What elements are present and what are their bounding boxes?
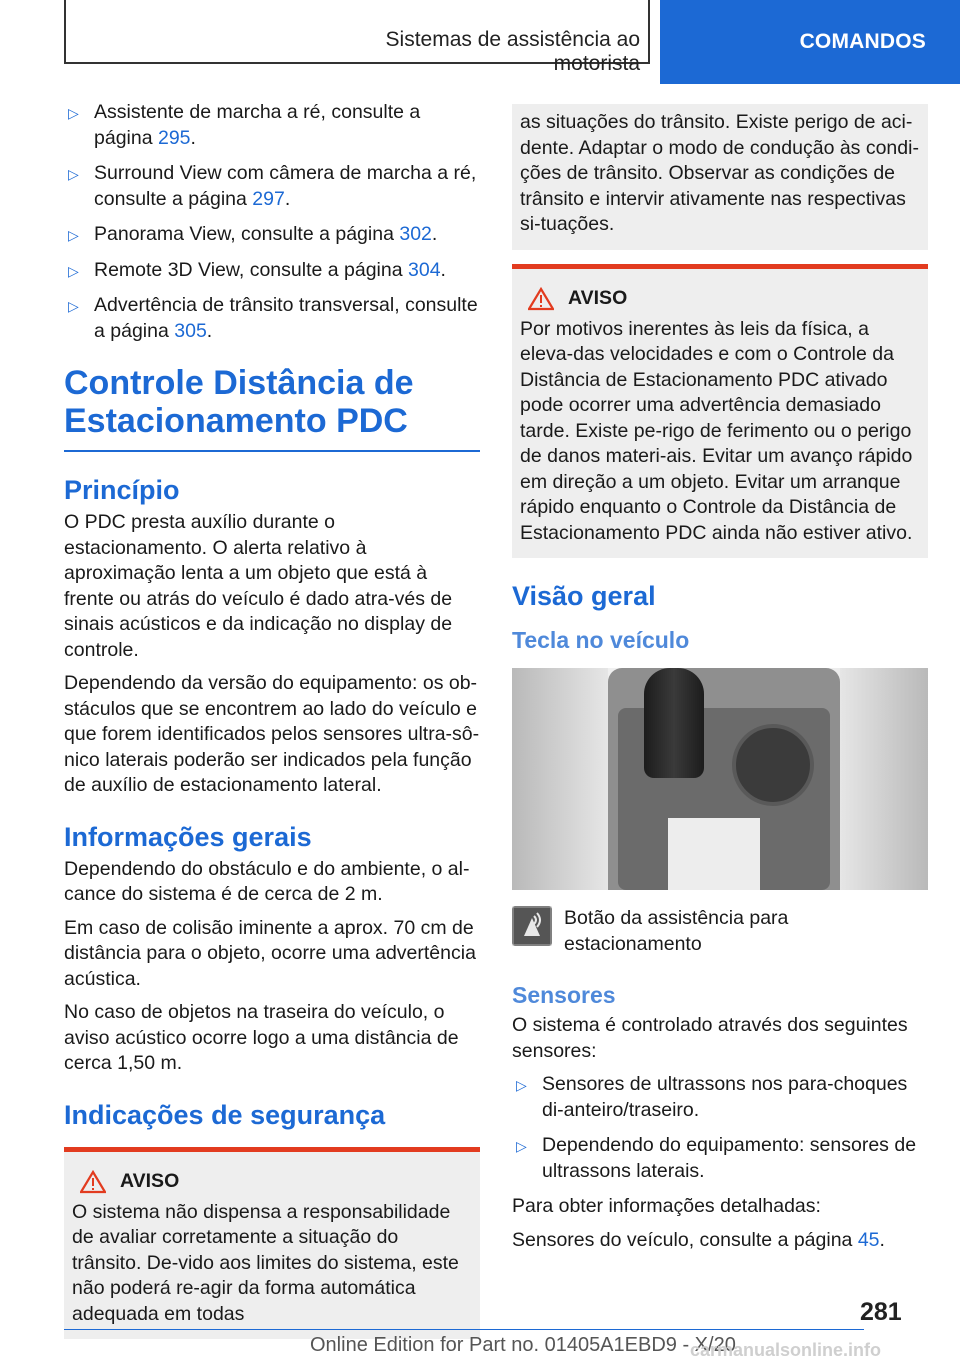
paragraph: Dependendo da versão do equipamento: os ob-stáculos que se encontrem ao lado do veículo e que forem identificados pelos sensores ultra-sô-nico laterais poderão ser indicados pela função de auxílio de estacionamento lateral.	[64, 672, 480, 796]
paragraph: O PDC presta auxílio durante o estacionamento. O alerta relativo à aproximação lenta a um objeto que está à frente ou atrás do veículo é dado atra-vés de sinais acústicos e da indicação no display de controle.	[64, 511, 453, 661]
list-item: ▷ Sensores de ultrassons nos para-choques di-anteiro/traseiro.	[516, 1073, 908, 1121]
chapter-tab[interactable]	[660, 0, 960, 84]
page-link[interactable]: 305	[174, 319, 207, 342]
warning-triangle-icon	[80, 1170, 106, 1194]
page-number: 281	[860, 1298, 902, 1326]
triangle-bullet-icon: ▷	[68, 227, 79, 243]
page-title: Controle Distância de Estacionamento PDC	[64, 364, 480, 452]
console-tray	[668, 818, 760, 890]
list-item: ▷ Remote 3D View, consulte a página 304.	[64, 258, 480, 284]
page-link[interactable]: 302	[399, 223, 432, 245]
warning-box-continued	[512, 104, 928, 250]
left-column	[64, 100, 480, 1339]
watermark: carmanualsonline.info	[690, 1340, 882, 1360]
warning-box	[64, 1147, 480, 1340]
chapter-tab-label: COMANDOS	[799, 30, 926, 53]
button-legend	[512, 906, 928, 957]
paragraph: Em caso de colisão iminente a aprox. 70 cm de distância para o objeto, ocorre uma advertência acústica.	[64, 916, 476, 990]
heading-principio: Princípio	[64, 475, 180, 505]
warning-box	[512, 264, 928, 559]
paragraph: Sensores do veículo, consulte a página 45.	[512, 1228, 885, 1251]
list-item: ▷ Assistente de marcha a ré, consulte a página 295.	[68, 101, 421, 149]
list-item: ▷ Dependendo do equipamento: sensores de ultrassons laterais.	[516, 1134, 917, 1182]
gear-selector	[644, 668, 704, 778]
paragraph: O sistema é controlado através dos seguintes sensores:	[512, 1014, 908, 1062]
heading-informacoes-gerais: Informações gerais	[64, 821, 312, 852]
heading-visao-geral: Visão geral	[512, 581, 656, 611]
triangle-bullet-icon: ▷	[68, 166, 79, 182]
triangle-bullet-icon: ▷	[68, 298, 79, 314]
park-assist-symbol-icon	[512, 906, 552, 946]
seat-left	[512, 668, 608, 890]
warning-triangle-icon	[528, 287, 554, 311]
heading-sensores: Sensores	[512, 982, 616, 1008]
section-title: Sistemas de assistência ao motorista	[385, 28, 640, 75]
footer-rule	[64, 1329, 864, 1330]
heading-tecla-no-veiculo: Tecla no veículo	[512, 627, 690, 653]
controller-knob	[732, 724, 814, 806]
related-links-list	[64, 100, 480, 344]
list-item: ▷ Advertência de trânsito transversal, consulte a página 305.	[68, 294, 478, 342]
warning-header	[72, 1170, 472, 1194]
page-link[interactable]: 304	[408, 258, 441, 281]
edition-note: Online Edition for Part no. 01405A1EBD9 - X/20	[310, 1334, 736, 1356]
header-rule-left	[64, 0, 66, 64]
warning-text: Por motivos inerentes às leis da física, a eleva-das velocidades e com o Controle da Distância de Estacionamento PDC ativado pode ocorrer uma advertência demasiado tarde. Existe pe-rigo de ferimento ou o perigo de danos materi-ais. Evitar um avanço rápido em direção a um objeto. Evitar um arranque rápido enquanto o Controle da Distância de Estacionamento PDC ainda não estiver ativo.	[520, 317, 913, 544]
triangle-bullet-icon: ▷	[68, 105, 79, 121]
console	[608, 668, 840, 890]
warning-title: AVISO	[568, 287, 628, 309]
list-item: ▷ Surround View com câmera de marcha a ré, consulte a página 297.	[68, 162, 477, 210]
list-item: ▷ Panorama View, consulte a página 302.	[64, 222, 480, 248]
heading-indicacoes-seguranca: Indicações de segurança	[64, 1099, 386, 1130]
warning-title: AVISO	[120, 1170, 180, 1192]
paragraph: Dependendo do obstáculo e do ambiente, o al-cance do sistema é de cerca de 2 m.	[64, 857, 470, 905]
page-link[interactable]: 297	[252, 187, 285, 210]
sensor-list	[512, 1072, 928, 1184]
page-link[interactable]: 45	[857, 1228, 880, 1251]
button-caption: Botão da assistência para estacionamento	[564, 907, 789, 955]
triangle-bullet-icon: ▷	[516, 1138, 527, 1154]
warning-text: O sistema não dispensa a responsabilidade de avaliar corretamente a situação do trânsito. De-vido aos limites do sistema, este não poderá re-agir da forma automática adequada em todas	[72, 1200, 459, 1325]
triangle-bullet-icon: ▷	[68, 262, 79, 279]
warning-header	[520, 287, 920, 311]
triangle-bullet-icon: ▷	[516, 1077, 527, 1093]
park-assist-button-icon	[512, 906, 552, 946]
header-rule-right	[648, 0, 650, 64]
center-console-photo	[512, 668, 928, 890]
paragraph: No caso de objetos na traseira do veículo, o aviso acústico ocorre logo a uma distância de cerca 1,50 m.	[64, 1001, 459, 1074]
seat-right	[840, 668, 928, 890]
right-column	[512, 104, 928, 1261]
warning-text: as situações do trânsito. Existe perigo de aci-dente. Adaptar o modo de condução às condi-ções de trânsito. Observar as condições de trânsito e intervir ativamente nas respectivas si-tuações.	[520, 111, 919, 235]
paragraph: Para obter informações detalhadas:	[512, 1195, 821, 1217]
page-link[interactable]: 295	[157, 126, 191, 149]
